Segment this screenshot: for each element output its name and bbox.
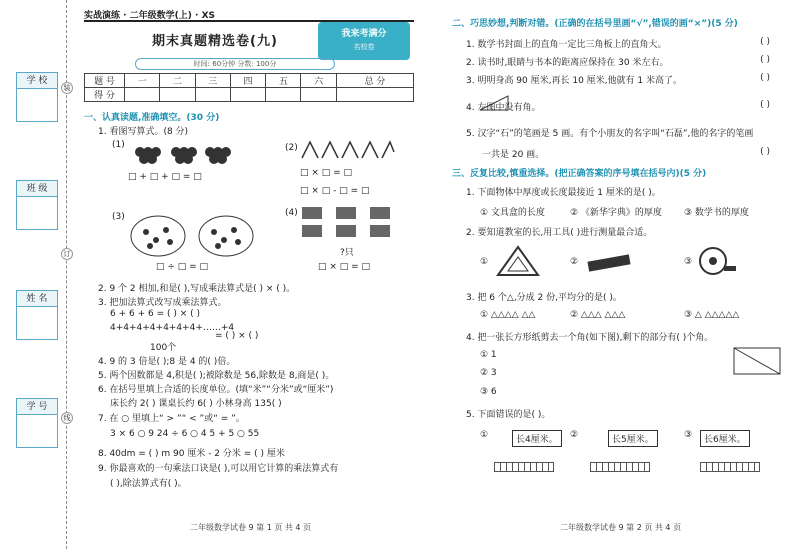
choice-5-option[interactable]: ② [570,430,579,440]
score-header-cell: 题 号 [85,74,125,88]
question-mark-label: ?只 [340,248,354,258]
score-header-cell: 五 [266,74,301,88]
question-3d: 100个 [150,343,177,353]
score-header-cell: 一 [125,74,160,88]
question-9: 9. 你最喜欢的一句乘法口诀是( ),可以用它计算的乘法算式有 [98,464,339,474]
score-cell[interactable] [125,88,160,102]
choice-1-option[interactable]: ③ 数学书的厚度 [684,208,749,218]
plants-picture [300,205,396,241]
seal-mark: 装 [61,82,73,94]
grapes-picture [130,138,240,166]
page-footer-right: 二年级数学试卷 9 第 2 页 共 4 页 [560,523,682,532]
score-table [84,73,414,102]
choice-1-option[interactable]: ② 《新华字典》的厚度 [570,208,662,218]
name-box[interactable] [16,290,58,340]
pic-label-1: (1) [112,140,125,150]
score-cell[interactable] [160,88,195,102]
badge-sub: 名校卷 [353,43,375,51]
speech-bubble: 长6厘米。 [700,430,750,447]
choice-4-option[interactable]: ② 3 [480,368,497,378]
speech-bubble: 长5厘米。 [608,430,658,447]
section-3-heading: 三、反复比较,慎重选择。(把正确答案的序号填在括号内)(5 分) [452,169,707,179]
choice-3-option[interactable]: ③ △ △△△△△ [684,310,740,320]
section-1-heading: 一、认真读题,准确填空。(30 分) [84,113,220,123]
choice-4-option[interactable]: ③ 6 [480,387,497,397]
question-4: 4. 9 的 3 倍是( );8 是 4 的( )倍。 [98,357,236,367]
score-row-label: 得 分 [85,88,125,102]
section-2-heading: 二、巧思妙想,判断对错。(正确的在括号里画“√”,错误的画“×”)(5 分) [452,19,738,29]
question-3b: 4+4+4+4+4+4+4+……+4 [110,323,235,333]
score-cell[interactable] [195,88,230,102]
page-footer-left: 二年级数学试卷 9 第 1 页 共 4 页 [190,523,312,532]
choice-2-option[interactable]: ① [480,257,489,267]
cut-rectangle-picture [732,346,782,376]
judge-5: 5. 汉字“石”的笔画是 5 画。有个小朋友的名字叫“石磊”,他的名字的笔画 [466,129,754,139]
pic-label-2: (2) [285,143,298,153]
judge-2: 2. 读书时,眼睛与书本的距离应保持在 30 米左右。 [466,58,669,68]
answer-paren[interactable]: ( ) [760,100,770,110]
number-label: 学 号 [17,399,57,415]
score-header-cell: 四 [230,74,265,88]
sticks-picture [300,138,396,160]
choice-3-option[interactable]: ① △△△△ △△ [480,310,536,320]
measured-bar [590,462,650,472]
judge-1: 1. 数学书封面上的直角一定比三角板上的直角大。 [466,40,667,50]
question-8: 8. 40dm = ( ) m 90 厘米 - 2 分米 = ( ) 厘米 [98,449,285,459]
score-header-cell: 三 [195,74,230,88]
choice-5-option[interactable]: ③ [684,430,693,440]
speech-bubble: 长4厘米。 [512,430,562,447]
question-6a: 床长约 2( ) 课桌长约 6( ) 小林身高 135( ) [110,399,282,409]
judge-4: 4. 左图中没有角。 [466,103,541,113]
pic-label-4: (4) [285,208,298,218]
question-6: 6. 在括号里填上合适的长度单位。(填“米”“分米”或“厘米”) [98,385,334,395]
pic-label-3: (3) [112,212,125,222]
question-9b: ( ),除法算式有( )。 [110,479,187,489]
choice-2: 2. 要知道教室的长,用工具( )进行测量最合适。 [466,228,653,238]
score-header-cell: 二 [160,74,195,88]
choice-5: 5. 下面错误的是( )。 [466,410,551,420]
choice-5-option[interactable]: ① [480,430,489,440]
choice-1: 1. 下面物体中厚度或长度最接近 1 厘米的是( )。 [466,188,661,198]
formula-2[interactable]: □ × □ = □ [300,168,353,178]
answer-paren[interactable]: ( ) [760,73,770,83]
formula-3[interactable]: □ ÷ □ = □ [156,262,209,272]
choice-3: 3. 把 6 个△,分成 2 份,平均分的是( )。 [466,293,622,303]
fish-bowls-picture [128,210,258,260]
seal-mark: 线 [61,412,73,424]
choice-2-option[interactable]: ③ [684,257,693,267]
score-header-cell: 六 [301,74,336,88]
question-1: 1. 看图写算式。(8 分) [98,127,189,137]
question-3: 3. 把加法算式改写成乘法算式。 [98,298,227,308]
choice-3-option[interactable]: ② △△△ △△△ [570,310,626,320]
score-header-cell: 总 分 [336,74,413,88]
series-header: 实战演练 · 二年级数学(上) · XS [84,8,414,22]
question-7a: 3 × 6 ○ 9 24 ÷ 6 ○ 4 5 + 5 ○ 55 [110,429,260,439]
answer-paren[interactable]: ( ) [760,37,770,47]
score-cell[interactable] [301,88,336,102]
measured-bar [494,462,554,472]
choice-4: 4. 把一张长方形纸剪去一个角(如下图),剩下的部分有( )个角。 [466,333,714,343]
number-box[interactable] [16,398,58,448]
question-3c: = ( ) × ( ) [215,331,259,341]
page-title: 期末真题精选卷(九) [152,34,278,49]
formula-2b[interactable]: □ × □ - □ = □ [300,186,370,196]
measured-bar [700,462,760,472]
judge-3: 3. 明明身高 90 厘米,再长 10 厘米,他就有 1 米高了。 [466,76,682,86]
score-cell[interactable] [336,88,413,102]
score-cell[interactable] [230,88,265,102]
binding-sidebar [0,0,60,549]
tape-measure-icon [698,244,738,278]
answer-paren[interactable]: ( ) [760,147,770,157]
badge-text: 我来考满分 [341,29,387,39]
school-box[interactable] [16,72,58,122]
answer-paren[interactable]: ( ) [760,55,770,65]
formula-1[interactable]: □ + □ + □ = □ [128,172,202,182]
ruler-icon [586,252,632,274]
score-cell[interactable] [266,88,301,102]
seal-mark: 订 [61,248,73,260]
question-2: 2. 9 个 2 相加,和是( ),写成乘法算式是( ) × ( )。 [98,284,296,294]
school-label: 学 校 [17,73,57,89]
judge-5b: 一共是 20 画。 [482,150,545,160]
class-label: 班 级 [17,181,57,197]
question-3a: 6 + 6 + 6 = ( ) × ( ) [110,309,200,319]
choice-2-option[interactable]: ② [570,257,579,267]
question-5: 5. 两个因数都是 4,积是( );被除数是 56,除数是 8,商是( )。 [98,371,335,381]
triangle-ruler-icon [496,245,540,277]
class-box[interactable] [16,180,58,230]
time-score-bar: 时间: 60分钟 分数: 100分 [135,58,335,70]
choice-1-option[interactable]: ① 文具盒的长度 [480,208,545,218]
name-label: 姓 名 [17,291,57,307]
choice-4-option[interactable]: ① 1 [480,350,497,360]
question-7: 7. 在 ○ 里填上“ > ”“ < ”或“ = ”。 [98,414,245,424]
badge [318,22,410,60]
formula-4[interactable]: □ × □ = □ [318,262,371,272]
